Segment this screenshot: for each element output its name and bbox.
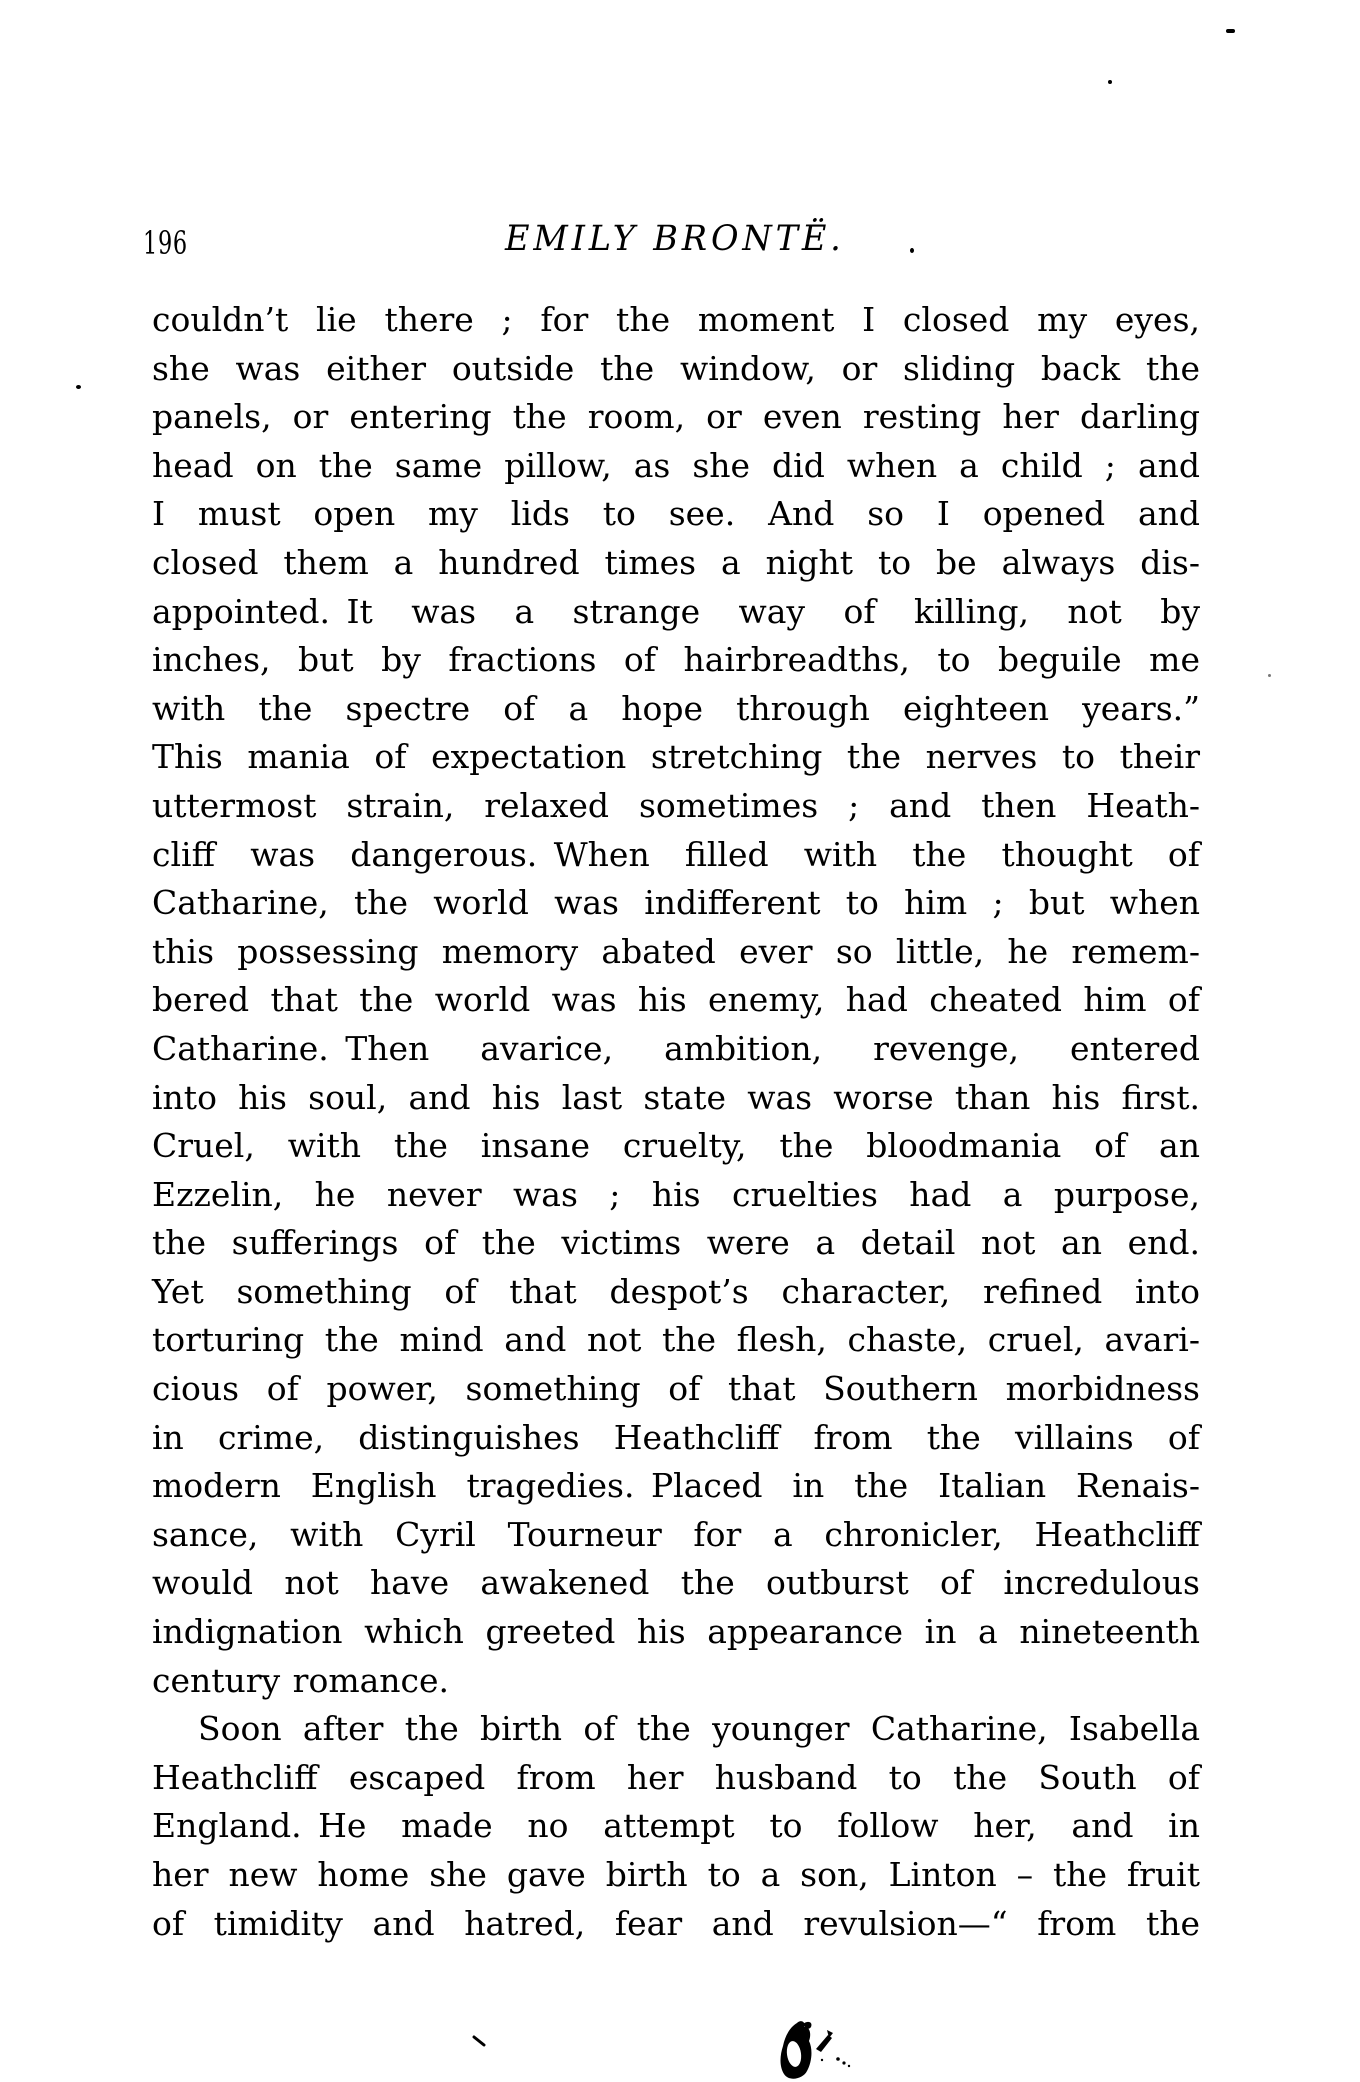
text-line: inches, but by fractions of hairbreadths, to beguile me (152, 640, 1200, 680)
text-line: she was either outside the window, or sliding back the (152, 348, 1200, 388)
text-line: indignation which greeted his appearance in a nineteenth (152, 1612, 1200, 1652)
pen-tick-mark (472, 2034, 488, 2053)
text-line: appointed. It was a strange way of killing, not by (152, 591, 1200, 631)
text-line: into his soul, and his last state was worse than his first. (152, 1077, 1200, 1117)
text-line: this possessing memory abated ever so little, he remem- (152, 931, 1200, 971)
text-line: Soon after the birth of the younger Catharine, Isabella (198, 1709, 1200, 1749)
text-line: Cruel, with the insane cruelty, the bloodmania of an (152, 1126, 1200, 1166)
text-line: would not have awakened the outburst of incredulous (152, 1563, 1200, 1603)
text-line: couldn’t lie there ; for the moment I closed my eyes, (152, 300, 1200, 339)
text-line: torturing the mind and not the flesh, chaste, cruel, avari- (152, 1320, 1200, 1360)
dust-speck (1108, 80, 1112, 84)
text-line: modern English tragedies. Placed in the Italian Renais- (152, 1466, 1200, 1506)
running-title: EMILY BRONTË. (505, 219, 845, 259)
ink-blot (775, 2016, 871, 2082)
dust-speck (910, 248, 914, 253)
text-line: century romance. (152, 1660, 450, 1700)
text-line: Ezzelin, he never was ; his cruelties had a purpose, (152, 1174, 1200, 1214)
text-line: sance, with Cyril Tourneur for a chronicler, Heathcliff (152, 1514, 1200, 1554)
text-line: Catharine. Then avarice, ambition, revenge, entered (152, 1028, 1200, 1068)
text-block (152, 296, 1200, 1948)
text-line: with the spectre of a hope through eighteen years.” (152, 688, 1200, 728)
dust-speck (76, 385, 81, 389)
text-line: cious of power, something of that Southern morbidness (152, 1369, 1200, 1409)
dust-speck (1226, 29, 1235, 33)
text-line: closed them a hundred times a night to be always dis- (152, 542, 1200, 582)
text-line: bered that the world was his enemy, had cheated him of (152, 980, 1200, 1020)
text-line: England. He made no attempt to follow her, and in (152, 1806, 1200, 1846)
text-line: Catharine, the world was indifferent to him ; but when (152, 883, 1200, 923)
dust-speck (1268, 674, 1271, 677)
text-line: cliff was dangerous. When filled with the thought of (152, 834, 1200, 874)
text-line: Heathcliff escaped from her husband to the South of (152, 1757, 1200, 1797)
text-line: of timidity and hatred, fear and revulsion—“ from the (152, 1903, 1200, 1943)
text-line: in crime, distinguishes Heathcliff from the villains of (152, 1417, 1200, 1457)
text-line: her new home she gave birth to a son, Linton – the fruit (152, 1855, 1200, 1894)
text-line: panels, or entering the room, or even resting her darling (152, 397, 1200, 437)
text-line: head on the same pillow, as she did when a child ; and (152, 445, 1200, 485)
text-line: uttermost strain, relaxed sometimes ; and then Heath- (152, 785, 1200, 825)
text-line: the sufferings of the victims were a detail not an end. (152, 1223, 1200, 1263)
page-number: 196 (143, 224, 188, 262)
text-line: Yet something of that despot’s character, refined into (152, 1271, 1200, 1311)
text-line: This mania of expectation stretching the nerves to their (152, 737, 1200, 777)
text-line: I must open my lids to see. And so I opened and (152, 494, 1200, 534)
